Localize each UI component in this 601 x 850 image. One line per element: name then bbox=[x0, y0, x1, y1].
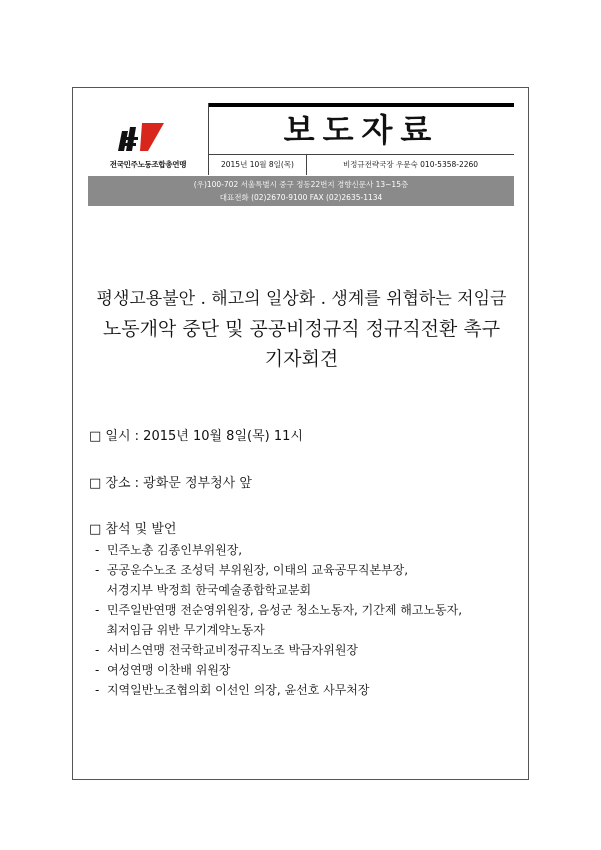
list-item: - 서비스연맹 전국학교비정규직노조 박금자위원장 bbox=[95, 643, 359, 657]
list-item: - 여성연맹 이찬배 위원장 bbox=[95, 663, 231, 677]
schedule-text: □ 일시 : 2015년 10월 8일(목) 11시 bbox=[89, 429, 303, 444]
place-text: □ 장소 : 광화문 정부청사 앞 bbox=[89, 476, 252, 491]
headline-line-3: 기자회견 bbox=[264, 348, 339, 370]
document-page bbox=[72, 87, 529, 780]
press-release-header bbox=[88, 103, 514, 233]
list-item: - 민주일반연맹 전순영위원장, 음성군 청소노동자, 기간제 해고노동자, bbox=[95, 603, 463, 617]
headline bbox=[73, 284, 530, 374]
list-item: - 공공운수노조 조성덕 부위원장, 이태의 교육공무직본부장, bbox=[95, 563, 409, 577]
address-box bbox=[88, 176, 514, 206]
address-line: (우)100-702 서울특별시 중구 정동22번지 경향신문사 13~15층 bbox=[193, 180, 409, 189]
participants-list bbox=[95, 540, 515, 700]
title-bar bbox=[209, 103, 514, 107]
org-name: 전국민주노동조합총연맹 bbox=[109, 160, 187, 169]
attendees-item bbox=[89, 521, 176, 539]
headline-line-1: 평생고용불안 . 해고의 일상화 . 생계를 위협하는 저임금 bbox=[96, 289, 507, 309]
list-item: 최저임금 위반 무기계약노동자 bbox=[95, 623, 265, 637]
schedule-item bbox=[89, 428, 303, 446]
list-item: - 민주노총 김종인부위원장, bbox=[95, 543, 243, 557]
release-date: 2015년 10월 8일(목) bbox=[209, 155, 307, 175]
attendees-label: □ 참석 및 발언 bbox=[89, 522, 177, 537]
contact-info: 비정규전략국장 우문숙 010-5358-2260 bbox=[342, 160, 479, 169]
place-item bbox=[89, 475, 252, 493]
list-item: 서경지부 박정희 한국예술종합학교분회 bbox=[95, 583, 312, 597]
headline-line-2: 노동개악 중단 및 공공비정규직 정규직전환 촉구 bbox=[102, 318, 501, 340]
phone-line: 대표전화 (02)2670-9100 FAX (02)2635-1134 bbox=[219, 193, 383, 202]
list-item: - 지역일반노조협의회 이선인 의장, 윤선호 사무처장 bbox=[95, 683, 370, 697]
logo-box bbox=[88, 103, 209, 175]
kctu-logo-icon bbox=[118, 121, 178, 157]
page-title: 보도자료 bbox=[283, 111, 440, 149]
